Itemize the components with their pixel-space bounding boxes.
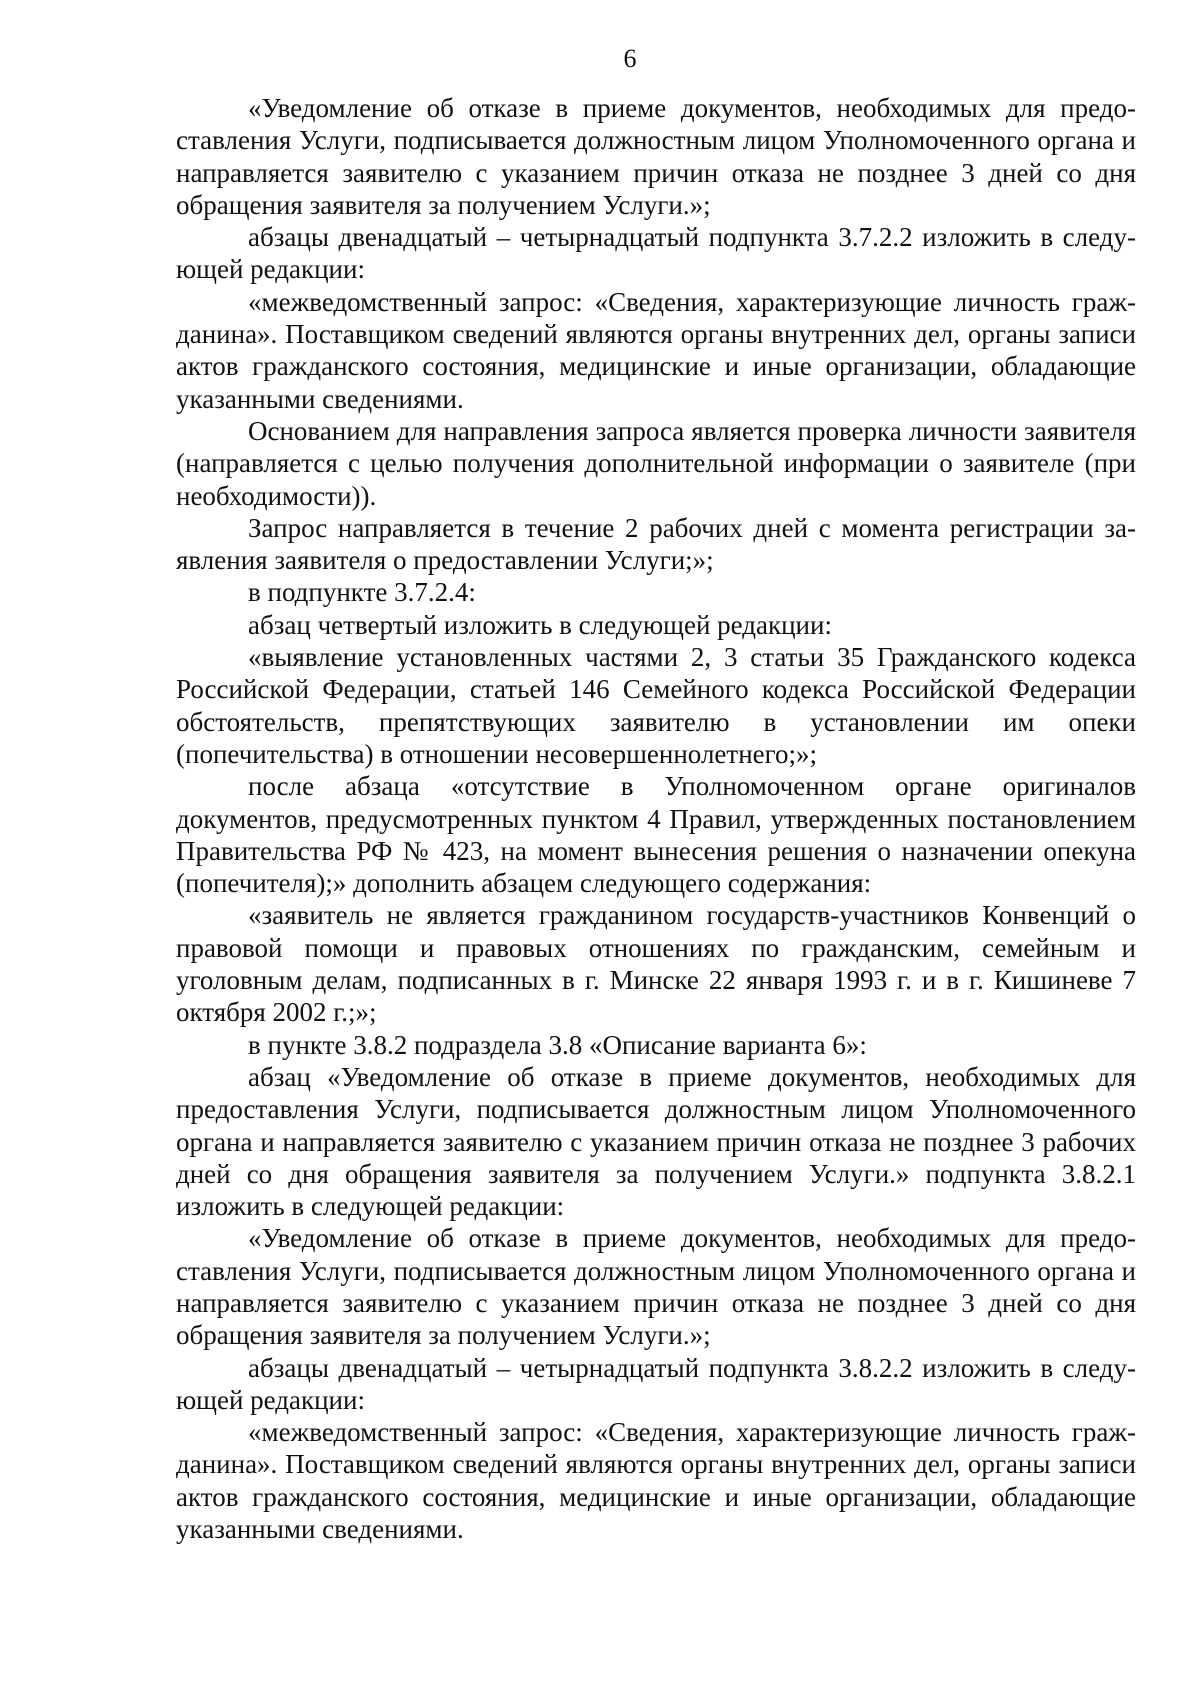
paragraph: абзац «Уведомление об отказе в приеме документов, необходимых для предоставления Услуги, подписывается должностным лицом Уполномоченного органа и направляется заявителю с указанием причин отказа не позднее 3 рабочих дней со дня обращения заявителя за получением Услуги.» подпункта 3.8.2.1 изложить в следующей редакции: [176, 1061, 1136, 1222]
document-body [176, 92, 1136, 1545]
paragraph: «выявление установленных частями 2, 3 статьи 35 Гражданского кодекса Российской Федерации, статьей 146 Семейного кодекса Российской Федерации обстоятельств, препятствующих заявителю в установлении им опеки (попечительства) в отношении несовершеннолетнего;»; [176, 642, 1136, 769]
paragraph: Запрос направляется в течение 2 рабочих дней с момента регистрации заявления заявителя о предоставлении Услуги;»; [176, 512, 1136, 576]
paragraph: «Уведомление об отказе в приеме документов, необходимых для предоставления Услуги, подписывается должностным лицом Уполномоченного органа и направляется заявителю с указанием причин отказа не позднее 3 дней со дня обращения заявителя за получением Услуги.»; [176, 93, 1136, 220]
paragraph: в подпункте 3.7.2.4: [248, 577, 476, 608]
paragraph: абзац четвертый изложить в следующей редакции: [248, 609, 832, 640]
paragraph: «заявитель не является гражданином государств-участников Конвенций о правовой помощи и правовых отношениях по гражданским, семейным и уголовным делам, подписанных в г. Минске 22 января 1993 г. и в г. Кишиневе 7 октября 2002 г.;»; [176, 900, 1136, 1028]
paragraph: в пункте 3.8.2 подраздела 3.8 «Описание варианта 6»: [248, 1029, 867, 1060]
paragraph: «Уведомление об отказе в приеме документов, необходимых для предоставления Услуги, подписывается должностным лицом Уполномоченного органа и направляется заявителю с указанием причин отказа не позднее 3 дней со дня обращения заявителя за получением Услуги.»; [176, 1223, 1136, 1351]
paragraph: «межведомственный запрос: «Сведения, характеризующие личность гражданина». Поставщиком сведений являются органы внутренних дел, органы записи актов гражданского состояния, медицинские и иные организации, обладающие указанными сведениями. [176, 286, 1136, 414]
paragraph: абзацы двенадцатый – четырнадцатый подпункта 3.8.2.2 изложить в следующей редакции: [176, 1352, 1136, 1415]
paragraph: «межведомственный запрос: «Сведения, характеризующие личность гражданина». Поставщиком сведений являются органы внутренних дел, органы записи актов гражданского состояния, медицинские и иные организации, обладающие указанными сведениями. [176, 1417, 1136, 1545]
page-number: 6 [623, 44, 637, 73]
paragraph: после абзаца «отсутствие в Уполномоченном органе оригиналов документов, предусмотренных пунктом 4 Правил, утвержденных постановлением Правительства РФ № 423, на момент вынесения решения о назначении опекуна (попечителя);» дополнить абзацем следующего содержания: [176, 771, 1136, 899]
paragraph: абзацы двенадцатый – четырнадцатый подпункта 3.7.2.2 изложить в следующей редакции: [176, 222, 1136, 285]
paragraph: Основанием для направления запроса является проверка личности заявителя (направляется с целью получения дополнительной информации о заявителе (при необходимости)). [176, 415, 1136, 511]
